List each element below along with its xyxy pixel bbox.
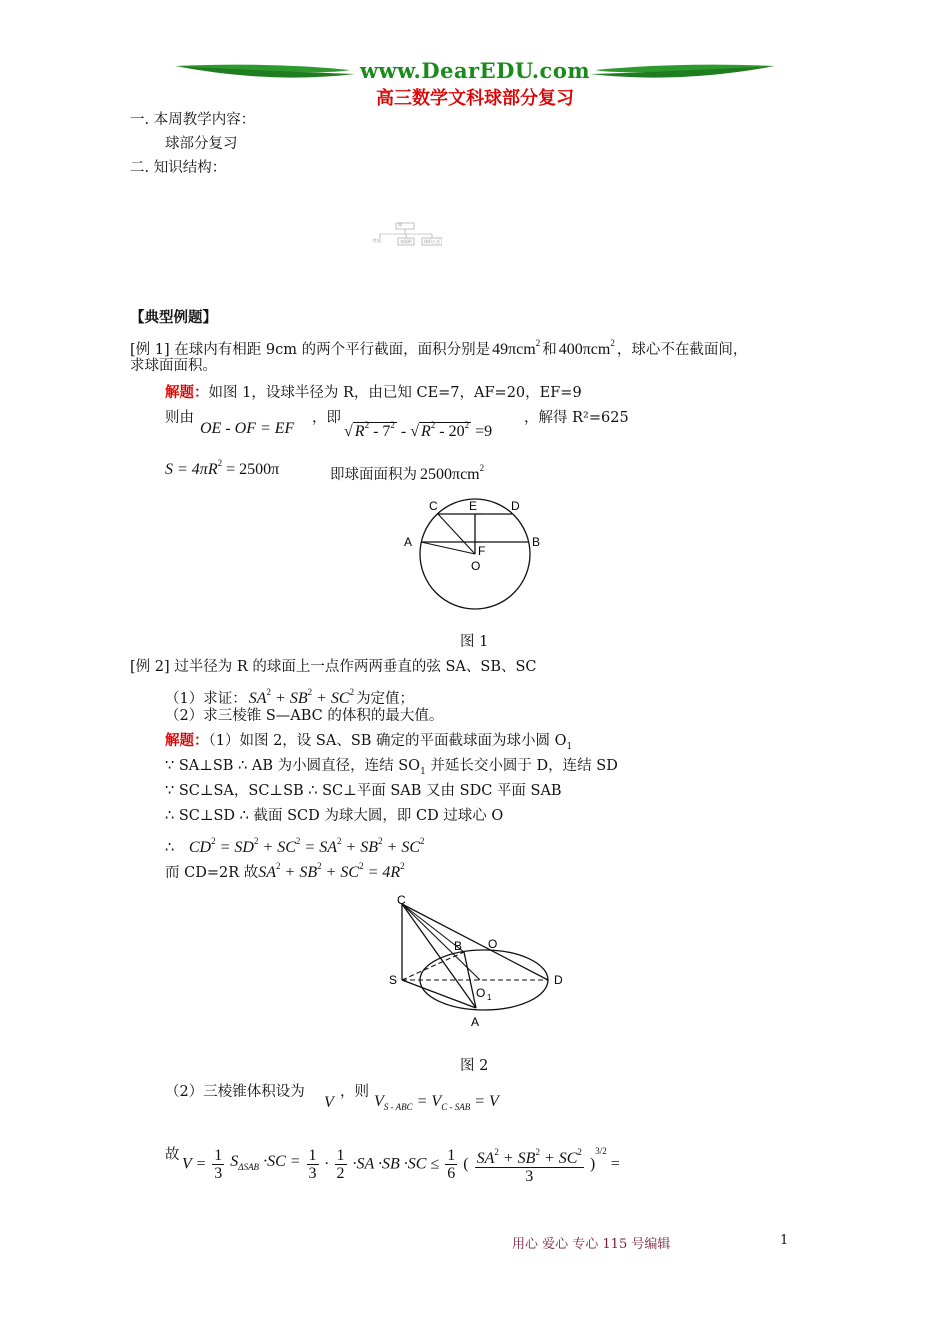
fig1-label-b: B (532, 535, 541, 549)
footer-slogan: 用心 爱心 专心 115 号编辑 (512, 1237, 671, 1252)
example-1-statement-cont: 求球面面积。 (130, 358, 217, 374)
fig2-label-b: B (454, 939, 463, 953)
example-1-result: 即球面面积为 2500πcm$^2$ (330, 463, 485, 483)
example-1-derivation: 则由 (165, 410, 194, 426)
fig2-label-d: D (554, 973, 563, 987)
solved-r2: ，解得 R²=625 (524, 410, 629, 426)
fig1-label-c: C (429, 499, 438, 513)
figure-1-circle-diagram (398, 496, 558, 616)
volume-equation: $V_{S - ABC} = V_{C - SAB} = V$ (374, 1093, 499, 1112)
example-2-line-3: ∴ SC⊥SD ∴ 截面 SCD 为球大圆，即 CD 过球心 O (165, 808, 504, 824)
fig1-label-o: O (471, 559, 481, 573)
tree-mid: 表面积 (400, 239, 412, 244)
solution-label: 解题： (165, 384, 209, 401)
tree-right: 体积公式 (424, 239, 440, 244)
fig1-line-co (438, 514, 475, 554)
example-2-line-1: ∵ SA⊥SB ∴ AB 为小圆直径，连结 $SO_1$ 并延长交小圆于 D，连结 SD (165, 758, 618, 777)
section-2-heading: 二. 知识结构： (130, 160, 227, 176)
section-1-content: 球部分复习 (165, 136, 238, 152)
tree-root: 球 (398, 222, 402, 227)
page-number: 1 (780, 1233, 789, 1248)
figure-1-caption: 图 1 (460, 634, 489, 650)
fig1-label-d: D (511, 499, 520, 513)
volume-symbol: V (324, 1094, 334, 1111)
then-text: ，则 (340, 1084, 369, 1100)
equation-oe-of: OE - OF = EF (200, 420, 295, 437)
fig2-label-s: S (389, 973, 398, 987)
fig2-label-a: A (471, 1015, 480, 1029)
equation-sqrt: √ $R^2 - 7^2$ - √ $R^2 - 20^2 =9$ (344, 420, 493, 440)
fig1-label-f: F (478, 544, 486, 558)
fig1-line-ao (421, 542, 475, 554)
fig2-label-o1: O (476, 986, 486, 1000)
example-2-q1: （1）求证： $SA^2 + SB^2 + SC^2$ 为定值； (165, 687, 415, 707)
example-2-line-2: ∵ SC⊥SA，SC⊥SB ∴ SC⊥平面 SAB 又由 SDC 平面 SAB (165, 783, 562, 799)
therefore-label: 故 (165, 1147, 180, 1163)
volume-inequality: V = $\frac{1}{3}$ $S_{\Delta SAB} \cdot SC$ = $\frac{1}{3}$ · $\frac{1}{2}$ ·SA ·SB ·SC ≤ $\frac{1}{6}$ ( $\frac{SA^2 + SB^2 + SC^2}{3}$ )$^{3/2}$ = (182, 1141, 620, 1185)
equation-surface: $S = 4\pi R^2 = 2500\pi$ (165, 458, 280, 478)
tree-left: 性质 (373, 238, 381, 243)
example-2-q2: （2）求三棱锥 S—ABC 的体积的最大值。 (165, 708, 444, 724)
example-1-solution: 解题：如图 1，设球半径为 R，由已知 CE=7，AF=20，EF=9 (165, 384, 582, 401)
example-1-statement: [例 1] 在球内有相距 9cm 的两个平行截面，面积分别是 49πcm$^2$ 和 400πcm$^2$ ，球心不在截面间， (130, 338, 748, 358)
namely-text: ，即 (312, 410, 341, 426)
example-2-line-4: ∴ $CD^2 = SD^2 + SC^2 = SA^2 + SB^2 + SC^2$ (165, 836, 425, 856)
examples-heading: 【典型例题】 (130, 309, 217, 326)
section-1-heading: 一. 本周教学内容： (130, 112, 256, 128)
site-logo-text[interactable]: www.DearEDU.com (359, 58, 591, 83)
example-2-solution: 解题：（1）如图 2，设 SA、SB 确定的平面截球面为球小圆 $O_1$ (165, 732, 573, 752)
fig1-label-e: E (469, 499, 478, 513)
example-2-statement: [例 2] 过半径为 R 的球面上一点作两两垂直的弦 SA、SB、SC (130, 659, 537, 675)
fig2-label-o: O (488, 937, 498, 951)
fig1-label-a: A (404, 535, 413, 549)
example-2-line-5: 而 CD=2R 故$SA^2 + SB^2 + SC^2 = 4R^2$ (165, 861, 405, 881)
fig2-label-c: C (397, 893, 406, 907)
figure-2-pyramid-diagram (388, 892, 572, 1032)
fig2-label-o1-sub: 1 (487, 993, 492, 1002)
knowledge-structure-diagram (370, 222, 442, 248)
figure-2-caption: 图 2 (460, 1058, 489, 1074)
page-title: 高三数学文科球部分复习 (376, 88, 574, 109)
example-2-part2: （2）三棱锥体积设为 (165, 1084, 305, 1100)
